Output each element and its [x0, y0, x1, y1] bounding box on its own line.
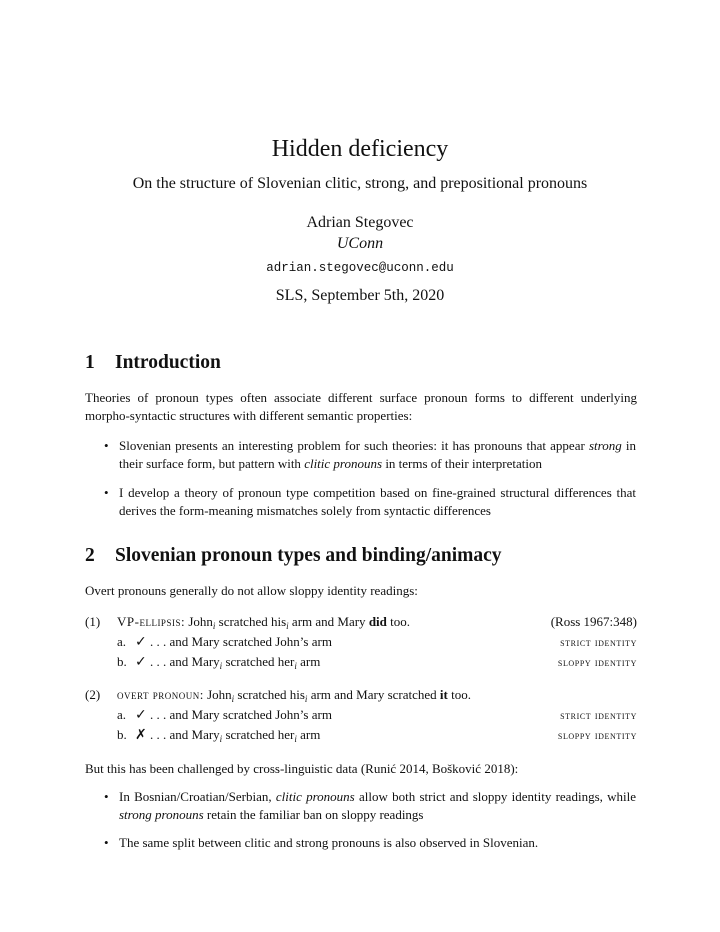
example-letter: b. [117, 654, 127, 669]
example-subsentence: ✓ . . . and Mary$_i$ scratched her$_i$ arm [135, 654, 321, 671]
example-1b [85, 653, 637, 671]
example-subsentence: ✓ . . . and Mary scratched John’s arm [135, 707, 332, 723]
reading-label: strict identity [560, 708, 637, 722]
checkmark-icon: ✓ [135, 707, 147, 723]
bullet-icon: • [104, 789, 109, 804]
example-2b [85, 726, 637, 744]
author-email[interactable]: adrian.stegovec@uconn.edu [266, 261, 454, 275]
section-heading-pronoun-types [85, 545, 502, 567]
example-letter: a. [117, 707, 127, 722]
example-2a [85, 706, 637, 724]
reading-label: strict identity [560, 635, 637, 649]
author-affiliation: UConn [336, 235, 384, 252]
paper-title: Hidden deficiency [271, 136, 449, 162]
example-subsentence: ✗ . . . and Mary$_i$ scratched her$_i$ arm [135, 727, 321, 744]
example-1-main [85, 613, 637, 631]
bullet-text: I develop a theory of pronoun type competition based on fine-grained structural differences that derives the form-meaning mismatches solely from syntactic differences [119, 485, 636, 518]
section-number: 1 [85, 352, 95, 373]
list-item [104, 484, 636, 520]
checkmark-icon: ✓ [135, 654, 147, 670]
bullet-icon: • [104, 438, 109, 453]
example-sentence: VP-ellipsis: John$_i$ scratched his$_i$ arm and Mary did too. [117, 614, 411, 631]
bullet-icon: • [104, 835, 109, 850]
list-item [104, 834, 636, 852]
paper-subtitle: On the structure of Slovenian clitic, strong, and prepositional pronouns [132, 175, 588, 192]
bullet-text: In Bosnian/Croatian/Serbian, clitic pronouns allow both strict and sloppy identity readings, while strong pronouns retain the familiar ban on sloppy readings [119, 789, 636, 822]
bullet-text: The same split between clitic and strong pronouns is also observed in Slovenian. [119, 835, 539, 850]
bullet-text: Slovenian presents an interesting problem for such theories: it has pronouns that appear strong in their surface form, but pattern with clitic pronouns in terms of their interpretation [119, 438, 636, 471]
example-number: (1) [85, 614, 101, 629]
checkmark-icon: ✓ [135, 634, 147, 650]
example-letter: b. [117, 727, 127, 742]
section2-paragraph: Overt pronouns generally do not allow sloppy identity readings: [85, 583, 418, 598]
bullet-icon: • [104, 485, 109, 500]
list-item [104, 788, 636, 824]
section-number: 2 [85, 545, 95, 566]
example-subsentence: ✓ . . . and Mary scratched John’s arm [135, 634, 332, 650]
example-letter: a. [117, 634, 127, 649]
cross-icon: ✗ [135, 727, 147, 743]
section-title: Introduction [115, 352, 221, 373]
intro-paragraph: Theories of pronoun types often associate different surface pronoun forms to different underlying morpho-syntactic structures with different semantic properties: [85, 390, 637, 423]
venue-date: SLS, September 5th, 2020 [275, 287, 445, 304]
example-1a [85, 633, 637, 651]
reading-label: sloppy identity [557, 728, 637, 742]
author-name: Adrian Stegovec [306, 214, 414, 231]
citation: (Ross 1967:348) [550, 614, 637, 629]
example-sentence: overt pronoun: John$_i$ scratched his$_i$ arm and Mary scratched it too. [117, 687, 471, 704]
section-heading-introduction [85, 352, 221, 374]
example-number: (2) [85, 687, 101, 702]
section2-paragraph-2: But this has been challenged by cross-linguistic data (Runić 2014, Bošković 2018): [85, 761, 519, 776]
reading-label: sloppy identity [557, 655, 637, 669]
section-title: Slovenian pronoun types and binding/animacy [115, 545, 502, 566]
example-2-main [85, 686, 637, 704]
list-item [104, 437, 636, 473]
